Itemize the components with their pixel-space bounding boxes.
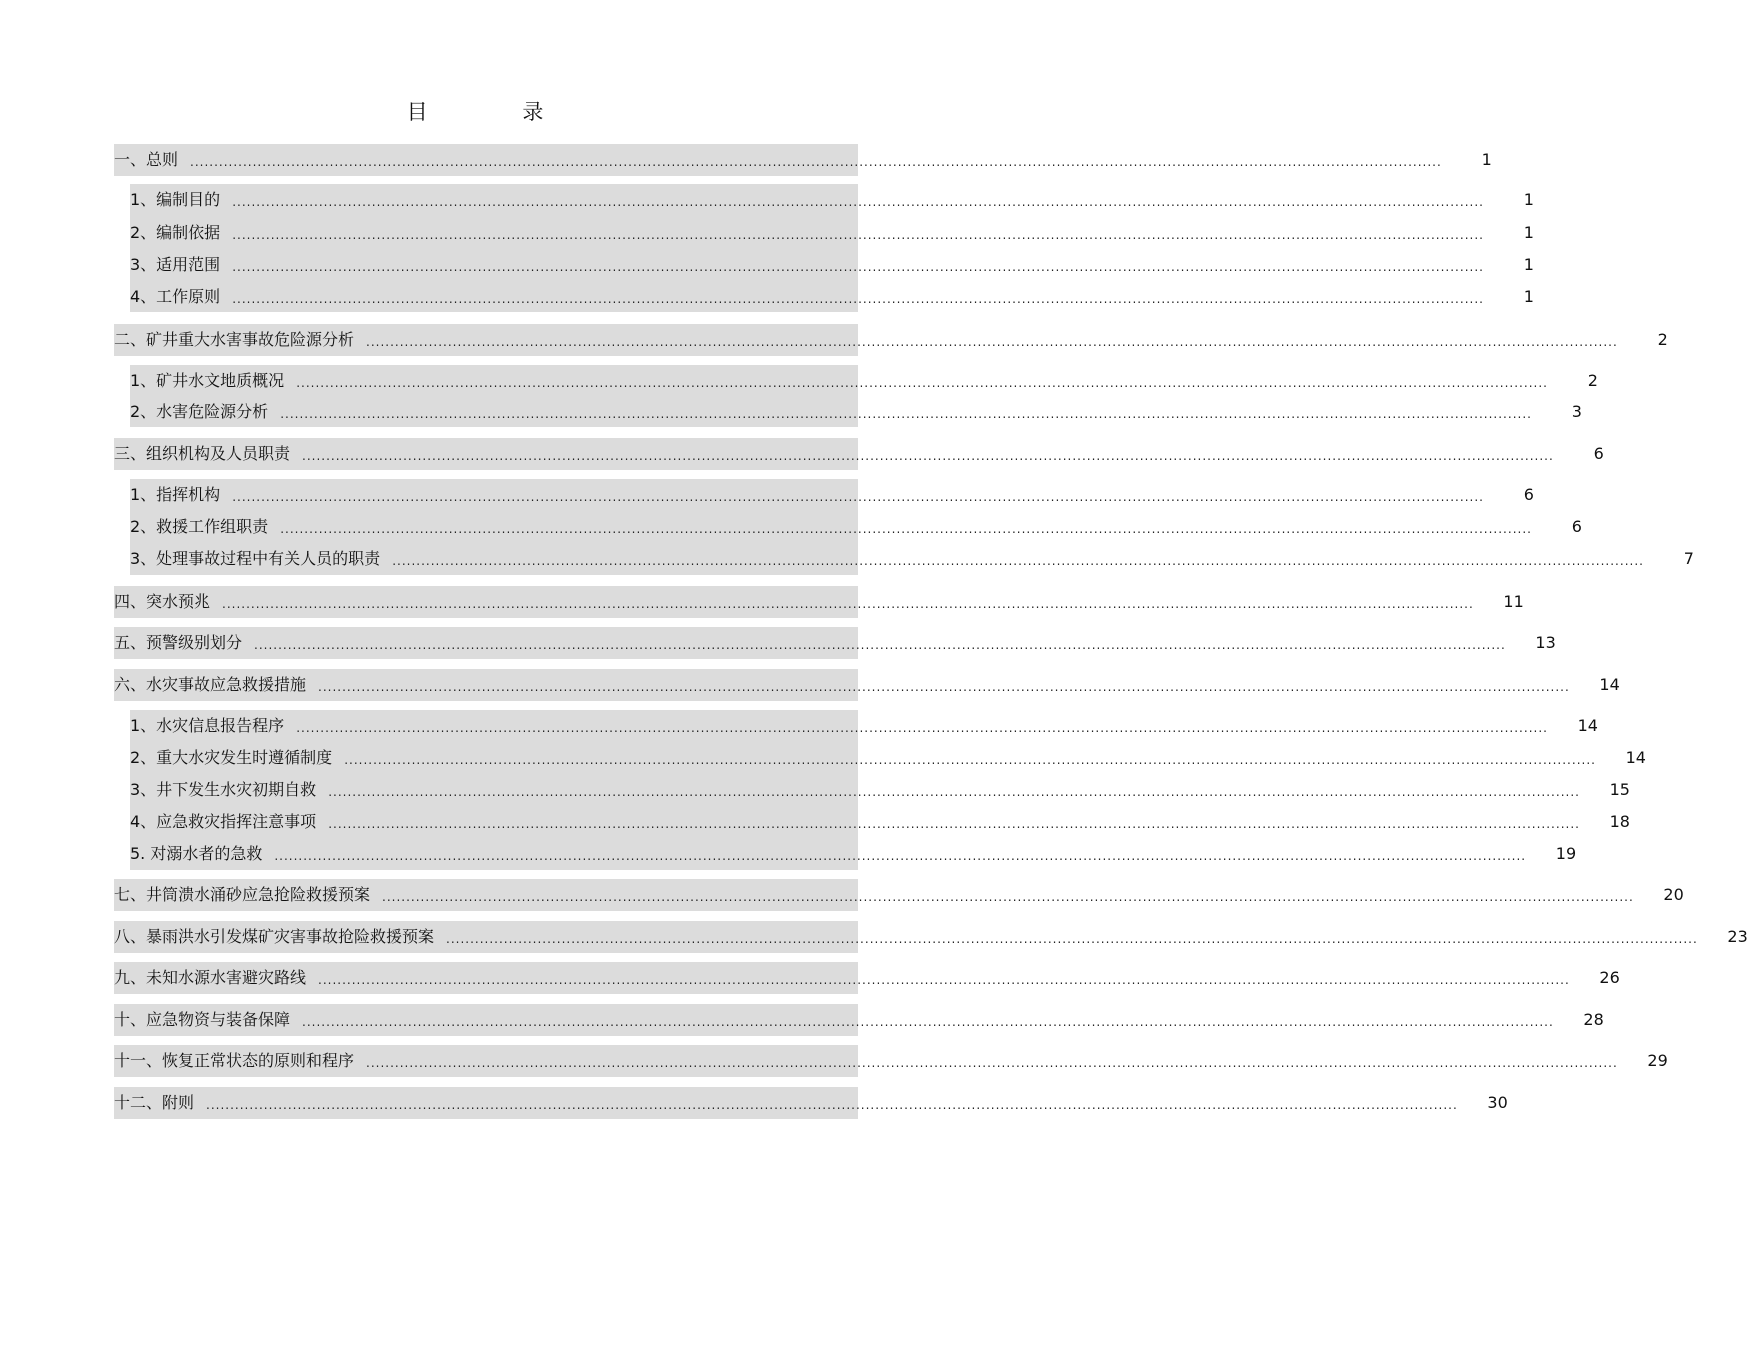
toc-entry-label: 十一、恢复正常状态的原则和程序 (114, 1051, 355, 1070)
toc-entry-label: 三、组织机构及人员职责 (114, 444, 291, 463)
toc-entry-label: 3、适用范围 (130, 255, 221, 274)
toc-subsection-entry[interactable] (130, 217, 1534, 249)
toc-entry-page-number: 14 (1599, 675, 1620, 694)
toc-entry-label: 1、编制目的 (130, 190, 221, 209)
toc-entry-page-number: 14 (1625, 748, 1646, 767)
toc-section-entry[interactable] (114, 669, 1620, 701)
toc-entry-page-number: 2 (1587, 371, 1598, 390)
dot-leader: .................................................................................................................................................................................................................................................................... (296, 376, 1548, 390)
toc-entry-page-number: 18 (1609, 812, 1630, 831)
toc-section-entry[interactable] (114, 1087, 1508, 1119)
dot-leader: .................................................................................................................................................................................................................................................................... (318, 973, 1570, 987)
toc-entry-page-number: 30 (1487, 1093, 1508, 1112)
toc-subsection-entry[interactable] (130, 774, 1630, 806)
toc-entry-page-number: 23 (1727, 927, 1748, 946)
toc-entry-page-number: 28 (1583, 1010, 1604, 1029)
toc-entry-label: 十二、附则 (114, 1093, 195, 1112)
dot-leader: .................................................................................................................................................................................................................................................................... (446, 932, 1698, 946)
dot-leader: .................................................................................................................................................................................................................................................................... (366, 335, 1618, 349)
toc-entry-page-number: 1 (1523, 255, 1534, 274)
toc-entry-page-number: 2 (1657, 330, 1668, 349)
toc-section-entry[interactable] (114, 438, 1604, 470)
dot-leader: .................................................................................................................................................................................................................................................................... (232, 292, 1484, 306)
dot-leader: .................................................................................................................................................................................................................................................................... (280, 522, 1532, 536)
dot-leader: .................................................................................................................................................................................................................................................................... (254, 638, 1506, 652)
toc-entry-label: 一、总则 (114, 150, 179, 169)
dot-leader: .................................................................................................................................................................................................................................................................... (318, 680, 1570, 694)
toc-entry-label: 五、预警级别划分 (114, 633, 243, 652)
toc-entry-page-number: 6 (1571, 517, 1582, 536)
toc-subsection-entry[interactable] (130, 249, 1534, 281)
toc-entry-label: 七、井筒溃水涌砂应急抢险救援预案 (114, 885, 371, 904)
toc-section-entry[interactable] (114, 879, 1684, 911)
toc-entry-page-number: 3 (1571, 402, 1582, 421)
toc-subsection-entry[interactable] (130, 710, 1598, 742)
toc-entry-label: 2、重大水灾发生时遵循制度 (130, 748, 333, 767)
toc-subsection-entry[interactable] (130, 479, 1534, 511)
toc-entry-page-number: 20 (1663, 885, 1684, 904)
toc-entry-page-number: 7 (1683, 549, 1694, 568)
dot-leader: .................................................................................................................................................................................................................................................................... (344, 753, 1596, 767)
toc-section-entry[interactable] (114, 1045, 1668, 1077)
toc-entry-label: 八、暴雨洪水引发煤矿灾害事故抢险救援预案 (114, 927, 435, 946)
toc-subsection-entry[interactable] (130, 511, 1582, 543)
toc-entry-page-number: 11 (1503, 592, 1524, 611)
toc-entry-page-number: 6 (1593, 444, 1604, 463)
toc-entry-page-number: 14 (1577, 716, 1598, 735)
toc-subsection-entry[interactable] (130, 281, 1534, 313)
toc-entry-label: 1、水灾信息报告程序 (130, 716, 285, 735)
toc-entry-label: 十、应急物资与装备保障 (114, 1010, 291, 1029)
toc-section-entry[interactable] (114, 921, 1748, 953)
dot-leader: .................................................................................................................................................................................................................................................................... (302, 1015, 1554, 1029)
toc-subsection-entry[interactable] (130, 543, 1694, 575)
dot-leader: .................................................................................................................................................................................................................................................................... (206, 1098, 1458, 1112)
toc-section-entry[interactable] (114, 627, 1556, 659)
toc-subsection-entry[interactable] (130, 742, 1646, 774)
toc-entry-page-number: 1 (1523, 287, 1534, 306)
toc-subsection-entry[interactable] (130, 838, 1577, 870)
dot-leader: .................................................................................................................................................................................................................................................................... (274, 849, 1527, 863)
toc-entry-label: 九、未知水源水害避灾路线 (114, 968, 307, 987)
dot-leader: .................................................................................................................................................................................................................................................................... (302, 449, 1554, 463)
dot-leader: .................................................................................................................................................................................................................................................................... (232, 490, 1484, 504)
toc-subsection-entry[interactable] (130, 184, 1534, 216)
dot-leader: .................................................................................................................................................................................................................................................................... (232, 228, 1484, 242)
toc-entry-label: 二、矿井重大水害事故危险源分析 (114, 330, 355, 349)
toc-subsection-entry[interactable] (130, 806, 1630, 838)
toc-section-entry[interactable] (114, 1004, 1604, 1036)
toc-entry-label: 2、救援工作组职责 (130, 517, 269, 536)
toc-section-entry[interactable] (114, 962, 1620, 994)
toc-entry-page-number: 29 (1647, 1051, 1668, 1070)
toc-entry-page-number: 19 (1555, 844, 1577, 863)
dot-leader: .................................................................................................................................................................................................................................................................... (222, 597, 1474, 611)
toc-entry-page-number: 26 (1599, 968, 1620, 987)
dot-leader: .................................................................................................................................................................................................................................................................... (328, 817, 1580, 831)
dot-leader: .................................................................................................................................................................................................................................................................... (328, 785, 1580, 799)
dot-leader: .................................................................................................................................................................................................................................................................... (296, 721, 1548, 735)
toc-entry-label: 3、处理事故过程中有关人员的职责 (130, 549, 381, 568)
toc-section-entry[interactable] (114, 324, 1668, 356)
dot-leader: .................................................................................................................................................................................................................................................................... (366, 1056, 1618, 1070)
toc-entry-label: 2、水害危险源分析 (130, 402, 269, 421)
toc-section-entry[interactable] (114, 144, 1492, 176)
toc-entry-label: 1、矿井水文地质概况 (130, 371, 285, 390)
dot-leader: .................................................................................................................................................................................................................................................................... (382, 890, 1634, 904)
toc-entry-label: 四、突水预兆 (114, 592, 211, 611)
dot-leader: .................................................................................................................................................................................................................................................................... (232, 260, 1484, 274)
toc-entry-label: 六、水灾事故应急救援措施 (114, 675, 307, 694)
dot-leader: .................................................................................................................................................................................................................................................................... (190, 155, 1442, 169)
toc-entry-label: 5. 对溺水者的急救 (130, 844, 263, 863)
toc-entry-page-number: 13 (1535, 633, 1556, 652)
dot-leader: .................................................................................................................................................................................................................................................................... (280, 407, 1532, 421)
toc-section-entry[interactable] (114, 586, 1524, 618)
toc-entry-page-number: 15 (1609, 780, 1630, 799)
page-title: 目 录 (406, 100, 588, 124)
toc-entry-label: 2、编制依据 (130, 223, 221, 242)
toc-entry-page-number: 6 (1523, 485, 1534, 504)
toc-entry-label: 3、井下发生水灾初期自救 (130, 780, 317, 799)
dot-leader: .................................................................................................................................................................................................................................................................... (392, 554, 1644, 568)
toc-entry-page-number: 1 (1481, 150, 1492, 169)
dot-leader: .................................................................................................................................................................................................................................................................... (232, 195, 1484, 209)
toc-entry-label: 1、指挥机构 (130, 485, 221, 504)
toc-entry-page-number: 1 (1523, 223, 1534, 242)
toc-subsection-entry[interactable] (130, 396, 1582, 428)
toc-entry-label: 4、应急救灾指挥注意事项 (130, 812, 317, 831)
toc-entry-label: 4、工作原则 (130, 287, 221, 306)
toc-subsection-entry[interactable] (130, 365, 1598, 397)
toc-entry-page-number: 1 (1523, 190, 1534, 209)
